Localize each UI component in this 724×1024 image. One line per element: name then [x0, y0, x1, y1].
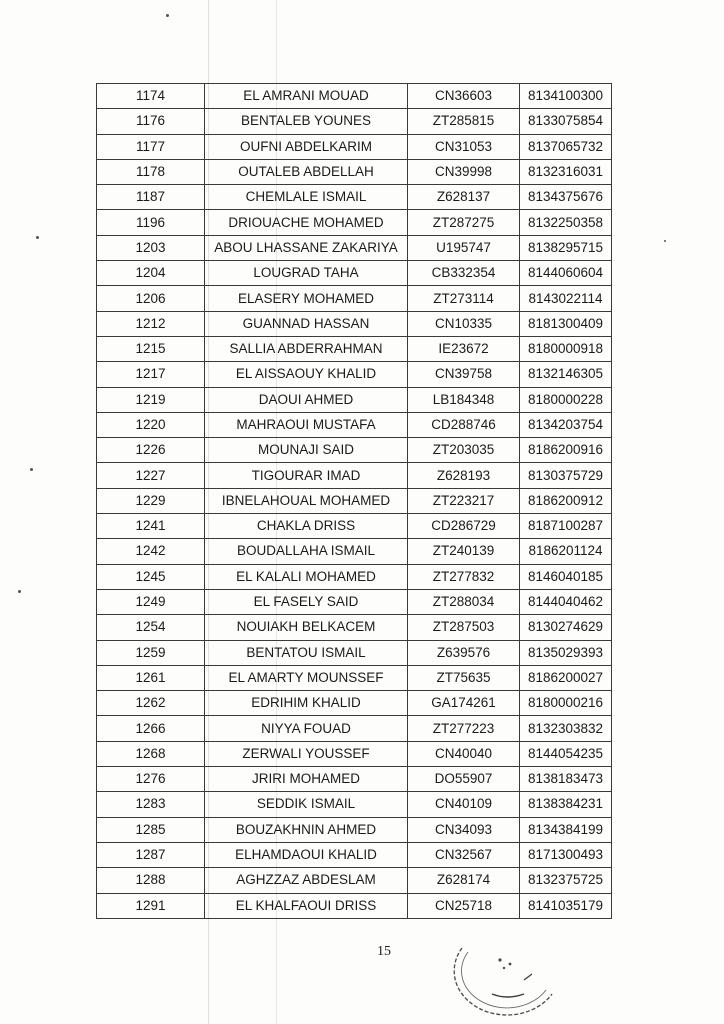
row-number-cell: 1226 [97, 438, 205, 463]
row-number-cell: 1261 [97, 665, 205, 690]
registration-code-cell: 8134375676 [520, 185, 612, 210]
full-name-cell: LOUGRAD TAHA [205, 261, 408, 286]
table-row [97, 286, 612, 311]
full-name-cell: EL AMARTY MOUNSSEF [205, 665, 408, 690]
id-card-cell: CD286729 [408, 514, 520, 539]
registration-code-cell: 8134100300 [520, 84, 612, 109]
registration-code-cell: 8180000216 [520, 691, 612, 716]
table-row [97, 716, 612, 741]
id-card-cell: ZT277832 [408, 564, 520, 589]
registration-code-cell: 8144054235 [520, 741, 612, 766]
table-row [97, 615, 612, 640]
row-number-cell: 1219 [97, 387, 205, 412]
id-card-cell: CN31053 [408, 134, 520, 159]
full-name-cell: EL KALALI MOHAMED [205, 564, 408, 589]
row-number-cell: 1229 [97, 488, 205, 513]
full-name-cell: OUFNI ABDELKARIM [205, 134, 408, 159]
full-name-cell: ELHAMDAOUI KHALID [205, 842, 408, 867]
id-card-cell: ZT203035 [408, 438, 520, 463]
full-name-cell: EL FASELY SAID [205, 589, 408, 614]
full-name-cell: ELASERY MOHAMED [205, 286, 408, 311]
table-row [97, 817, 612, 842]
row-number-cell: 1215 [97, 336, 205, 361]
registration-code-cell: 8180000228 [520, 387, 612, 412]
full-name-cell: DAOUI AHMED [205, 387, 408, 412]
full-name-cell: GUANNAD HASSAN [205, 311, 408, 336]
table-row [97, 767, 612, 792]
registration-code-cell: 8132316031 [520, 159, 612, 184]
table-row [97, 261, 612, 286]
full-name-cell: BOUZAKHNIN AHMED [205, 817, 408, 842]
table-row [97, 336, 612, 361]
full-name-cell: EL AISSAOUY KHALID [205, 362, 408, 387]
row-number-cell: 1196 [97, 210, 205, 235]
row-number-cell: 1276 [97, 767, 205, 792]
id-card-cell: ZT223217 [408, 488, 520, 513]
table-row [97, 387, 612, 412]
table-row [97, 185, 612, 210]
registration-code-cell: 8138183473 [520, 767, 612, 792]
full-name-cell: TIGOURAR IMAD [205, 463, 408, 488]
row-number-cell: 1212 [97, 311, 205, 336]
table-row [97, 210, 612, 235]
full-name-cell: ZERWALI YOUSSEF [205, 741, 408, 766]
id-card-cell: CB332354 [408, 261, 520, 286]
registration-code-cell: 8186200912 [520, 488, 612, 513]
row-number-cell: 1254 [97, 615, 205, 640]
row-number-cell: 1241 [97, 514, 205, 539]
page-number: 15 [377, 944, 391, 959]
registration-code-cell: 8137065732 [520, 134, 612, 159]
table-row [97, 640, 612, 665]
registration-code-cell: 8133075854 [520, 109, 612, 134]
full-name-cell: MOUNAJI SAID [205, 438, 408, 463]
id-card-cell: IE23672 [408, 336, 520, 361]
id-card-cell: ZT288034 [408, 589, 520, 614]
full-name-cell: NOUIAKH BELKACEM [205, 615, 408, 640]
registration-code-cell: 8144040462 [520, 589, 612, 614]
row-number-cell: 1287 [97, 842, 205, 867]
table-row [97, 109, 612, 134]
id-card-cell: Z628193 [408, 463, 520, 488]
table-row [97, 665, 612, 690]
row-number-cell: 1259 [97, 640, 205, 665]
row-number-cell: 1245 [97, 564, 205, 589]
id-card-cell: Z628174 [408, 868, 520, 893]
id-card-cell: CN25718 [408, 893, 520, 918]
roster-table [96, 83, 612, 919]
full-name-cell: SALLIA ABDERRAHMAN [205, 336, 408, 361]
registration-code-cell: 8187100287 [520, 514, 612, 539]
table-row [97, 514, 612, 539]
table-row [97, 564, 612, 589]
registration-code-cell: 8134203754 [520, 412, 612, 437]
roster-table-body [97, 84, 612, 919]
full-name-cell: IBNELAHOUAL MOHAMED [205, 488, 408, 513]
id-card-cell: CD288746 [408, 412, 520, 437]
table-row [97, 84, 612, 109]
full-name-cell: EDRIHIM KHALID [205, 691, 408, 716]
registration-code-cell: 8180000918 [520, 336, 612, 361]
registration-code-cell: 8143022114 [520, 286, 612, 311]
registration-code-cell: 8132375725 [520, 868, 612, 893]
row-number-cell: 1266 [97, 716, 205, 741]
registration-code-cell: 8138295715 [520, 235, 612, 260]
id-card-cell: CN40040 [408, 741, 520, 766]
scan-speck [166, 14, 169, 17]
id-card-cell: ZT285815 [408, 109, 520, 134]
full-name-cell: AGHZZAZ ABDESLAM [205, 868, 408, 893]
full-name-cell: ABOU LHASSANE ZAKARIYA [205, 235, 408, 260]
row-number-cell: 1291 [97, 893, 205, 918]
row-number-cell: 1268 [97, 741, 205, 766]
table-row [97, 792, 612, 817]
scan-speck [664, 240, 666, 242]
registration-code-cell: 8181300409 [520, 311, 612, 336]
table-row [97, 868, 612, 893]
row-number-cell: 1227 [97, 463, 205, 488]
registration-code-cell: 8146040185 [520, 564, 612, 589]
table-row [97, 134, 612, 159]
registration-code-cell: 8186200916 [520, 438, 612, 463]
row-number-cell: 1187 [97, 185, 205, 210]
full-name-cell: JRIRI MOHAMED [205, 767, 408, 792]
full-name-cell: MAHRAOUI MUSTAFA [205, 412, 408, 437]
row-number-cell: 1174 [97, 84, 205, 109]
table-row [97, 842, 612, 867]
registration-code-cell: 8130375729 [520, 463, 612, 488]
id-card-cell: ZT287503 [408, 615, 520, 640]
registration-code-cell: 8141035179 [520, 893, 612, 918]
table-row [97, 691, 612, 716]
scan-speck [36, 236, 39, 239]
registration-code-cell: 8132303832 [520, 716, 612, 741]
row-number-cell: 1262 [97, 691, 205, 716]
full-name-cell: NIYYA FOUAD [205, 716, 408, 741]
full-name-cell: CHAKLA DRISS [205, 514, 408, 539]
id-card-cell: Z639576 [408, 640, 520, 665]
row-number-cell: 1203 [97, 235, 205, 260]
full-name-cell: SEDDIK ISMAIL [205, 792, 408, 817]
table-row [97, 463, 612, 488]
table-row [97, 362, 612, 387]
registration-code-cell: 8186200027 [520, 665, 612, 690]
row-number-cell: 1220 [97, 412, 205, 437]
id-card-cell: Z628137 [408, 185, 520, 210]
table-row [97, 741, 612, 766]
official-round-stamp-icon [452, 928, 562, 1018]
id-card-cell: DO55907 [408, 767, 520, 792]
full-name-cell: DRIOUACHE MOHAMED [205, 210, 408, 235]
full-name-cell: BOUDALLAHA ISMAIL [205, 539, 408, 564]
id-card-cell: ZT277223 [408, 716, 520, 741]
row-number-cell: 1249 [97, 589, 205, 614]
registration-code-cell: 8132250358 [520, 210, 612, 235]
row-number-cell: 1177 [97, 134, 205, 159]
table-row [97, 235, 612, 260]
id-card-cell: LB184348 [408, 387, 520, 412]
scan-speck [18, 590, 21, 593]
table-row [97, 159, 612, 184]
table-row [97, 412, 612, 437]
id-card-cell: CN10335 [408, 311, 520, 336]
row-number-cell: 1288 [97, 868, 205, 893]
registration-code-cell: 8186201124 [520, 539, 612, 564]
id-card-cell: CN39758 [408, 362, 520, 387]
row-number-cell: 1285 [97, 817, 205, 842]
full-name-cell: OUTALEB ABDELLAH [205, 159, 408, 184]
registration-code-cell: 8144060604 [520, 261, 612, 286]
row-number-cell: 1206 [97, 286, 205, 311]
row-number-cell: 1217 [97, 362, 205, 387]
id-card-cell: ZT75635 [408, 665, 520, 690]
registration-code-cell: 8135029393 [520, 640, 612, 665]
row-number-cell: 1204 [97, 261, 205, 286]
full-name-cell: BENTATOU ISMAIL [205, 640, 408, 665]
registration-code-cell: 8138384231 [520, 792, 612, 817]
id-card-cell: CN40109 [408, 792, 520, 817]
table-row [97, 589, 612, 614]
id-card-cell: CN34093 [408, 817, 520, 842]
id-card-cell: ZT273114 [408, 286, 520, 311]
full-name-cell: CHEMLALE ISMAIL [205, 185, 408, 210]
table-row [97, 488, 612, 513]
table-row [97, 893, 612, 918]
registration-code-cell: 8171300493 [520, 842, 612, 867]
registration-code-cell: 8134384199 [520, 817, 612, 842]
table-row [97, 438, 612, 463]
full-name-cell: EL KHALFAOUI DRISS [205, 893, 408, 918]
id-card-cell: CN36603 [408, 84, 520, 109]
id-card-cell: GA174261 [408, 691, 520, 716]
id-card-cell: CN32567 [408, 842, 520, 867]
full-name-cell: EL AMRANI MOUAD [205, 84, 408, 109]
id-card-cell: CN39998 [408, 159, 520, 184]
row-number-cell: 1176 [97, 109, 205, 134]
registration-code-cell: 8130274629 [520, 615, 612, 640]
id-card-cell: U195747 [408, 235, 520, 260]
id-card-cell: ZT287275 [408, 210, 520, 235]
row-number-cell: 1283 [97, 792, 205, 817]
table-row [97, 311, 612, 336]
registration-code-cell: 8132146305 [520, 362, 612, 387]
row-number-cell: 1242 [97, 539, 205, 564]
scan-speck [30, 468, 33, 471]
id-card-cell: ZT240139 [408, 539, 520, 564]
table-row [97, 539, 612, 564]
full-name-cell: BENTALEB YOUNES [205, 109, 408, 134]
row-number-cell: 1178 [97, 159, 205, 184]
